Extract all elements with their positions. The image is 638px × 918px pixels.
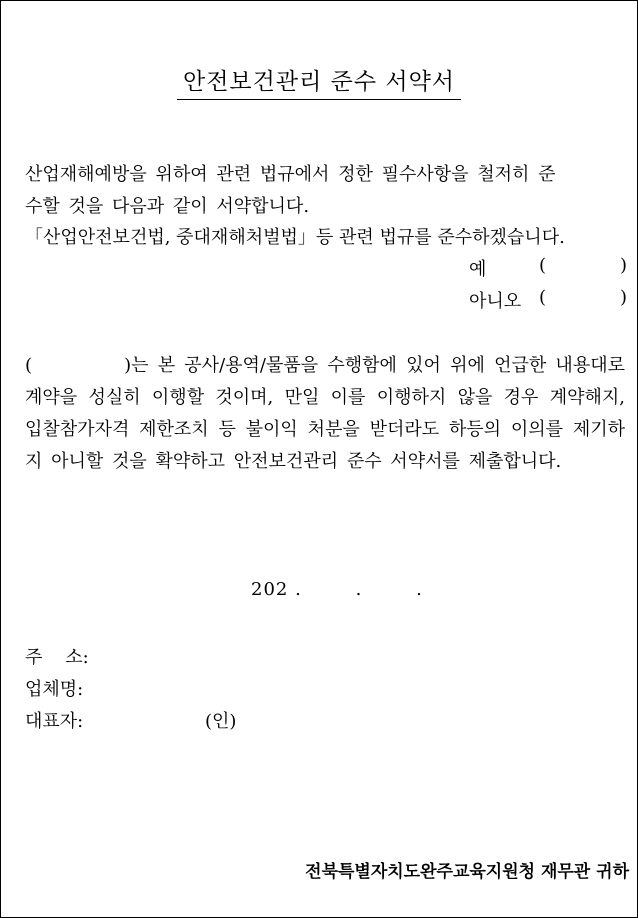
option-yes-checkbox[interactable] bbox=[539, 255, 627, 276]
option-yes-paren-close: ) bbox=[619, 255, 627, 276]
option-yes bbox=[469, 255, 629, 281]
representative-field[interactable]: 대표자: bbox=[25, 711, 84, 732]
document-title: 안전보건관리 준수 서약서 bbox=[1, 63, 637, 100]
law-compliance-line: 「산업안전보건법, 중대재해처벌법」등 관련 법규를 준수하겠습니다. bbox=[25, 227, 565, 248]
intro-line-1: 산업재해예방을 위하여 관련 법규에서 정한 필수사항을 철저히 준 bbox=[25, 164, 556, 185]
option-no-label: 아니오 bbox=[469, 291, 522, 312]
intro-line-2: 수할 것을 다음과 같이 서약합니다. bbox=[25, 196, 310, 217]
pledge-paragraph: ( )는 본 공사/용역/물품을 수행함에 있어 위에 언급한 내용대로 계약을 성실히 이행할 것이며, 만일 이를 이행하지 않을 경우 계약해지, 입찰참가자격 제한조치 등 불이익 처분을 받더라도 하등의 이의를 제기하지 아니할 것을 확약하고 안전보건관리 준수 서약서를 제출합니다. bbox=[25, 355, 634, 472]
option-yes-label: 예 bbox=[469, 259, 487, 280]
option-no bbox=[469, 287, 629, 313]
option-yes-paren-open: ( bbox=[539, 255, 547, 276]
date-field[interactable]: 202 . . . bbox=[251, 579, 423, 600]
intro-paragraph bbox=[25, 159, 625, 223]
seal-mark: (인) bbox=[205, 711, 237, 732]
company-name-field[interactable]: 업체명: bbox=[25, 679, 84, 700]
option-no-checkbox[interactable] bbox=[539, 287, 627, 308]
address-field[interactable]: 주 소: bbox=[25, 647, 89, 668]
option-no-paren-open: ( bbox=[539, 287, 547, 308]
option-no-paren-close: ) bbox=[619, 287, 627, 308]
recipient-line: 전북특별자치도완주교육지원청 재무관 귀하 bbox=[305, 862, 629, 882]
